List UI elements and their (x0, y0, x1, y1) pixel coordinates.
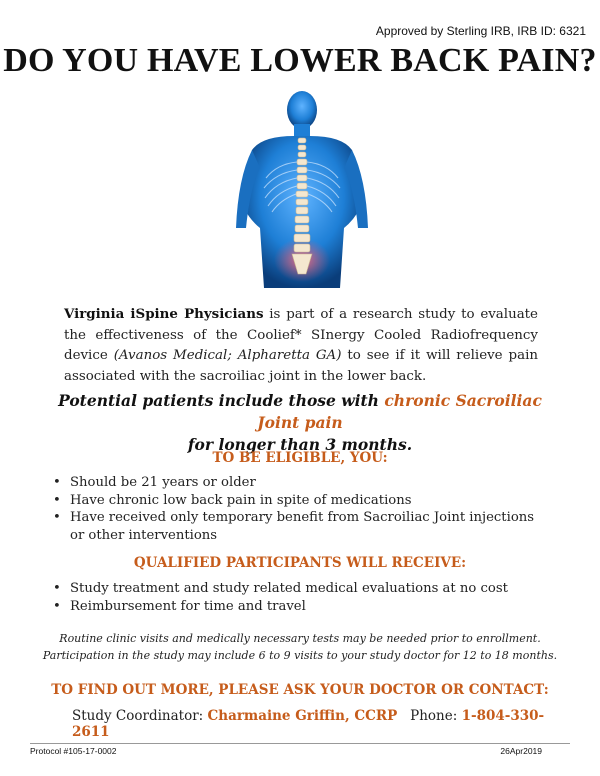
eligibility-item-text: Have chronic low back pain in spite of medications (70, 492, 412, 508)
back-anatomy-illustration (232, 88, 372, 288)
bullet-icon: • (53, 581, 61, 596)
note-line: Routine clinic visits and medically necessary tests may be needed prior to enrollment. (59, 632, 541, 645)
intro-text-1: is part of a research study to evaluate the effectiveness of the Coolief* SInergy Cooled Radiofrequency device (64, 307, 538, 363)
list-item (48, 474, 548, 492)
benefits-list (48, 580, 548, 615)
benefit-item-text: Study treatment and study related medical evaluations at no cost (70, 581, 508, 596)
page-title: DO YOU HAVE LOWER BACK PAIN? (3, 42, 597, 79)
benefit-item-text: Reimbursement for time and travel (70, 598, 306, 614)
condition-highlight: chronic Sacroiliac Joint pain (257, 391, 542, 432)
eligibility-heading: TO BE ELIGIBLE, YOU: (212, 450, 388, 466)
back-figure-svg (232, 88, 372, 288)
coordinator-contact (72, 708, 552, 740)
eligibility-item-text: Have received only temporary benefit from Sacroiliac Joint injections or other interventions (70, 510, 535, 543)
footer-divider (30, 743, 570, 744)
list-item (48, 492, 548, 510)
list-item (48, 598, 548, 616)
coordinator-label: Study Coordinator: (72, 708, 208, 724)
eligibility-list (48, 474, 548, 544)
potential-patients-statement (40, 390, 560, 456)
benefits-heading: QUALIFIED PARTICIPANTS WILL RECEIVE: (133, 555, 467, 571)
phone-label: Phone: (410, 708, 462, 724)
device-manufacturer: (Avanos Medical; Alpharetta GA) (113, 348, 342, 363)
phone-number[interactable]: 1-804-330-2611 (72, 708, 545, 740)
document-date: 26Apr2019 (500, 746, 542, 756)
patients-line-2: for longer than 3 months. (187, 435, 413, 454)
eligibility-item-text: Should be 21 years or older (70, 475, 256, 490)
patients-line-1-prefix: Potential patients include those with (58, 391, 385, 410)
intro-paragraph (64, 304, 538, 387)
note-line: Participation in the study may include 6 to 9 visits to your study doctor for 12 to 18 months. (42, 649, 558, 662)
contact-heading: TO FIND OUT MORE, PLEASE ASK YOUR DOCTOR OR CONTACT: (51, 682, 549, 698)
study-notes (30, 630, 570, 664)
list-item (48, 509, 548, 544)
organization-name: Virginia iSpine Physicians (64, 306, 264, 322)
irb-approval-text: Approved by Sterling IRB, IRB ID: 6321 (375, 24, 586, 38)
list-item (48, 580, 548, 598)
intro-text-2: to see if it will relieve pain associated with the sacroiliac joint in the lower back. (64, 348, 538, 384)
bullet-icon: • (53, 475, 61, 490)
bullet-icon: • (53, 492, 61, 508)
bullet-icon: • (53, 598, 61, 614)
bullet-icon: • (53, 510, 61, 525)
coordinator-name: Charmaine Griffin, CCRP (207, 708, 398, 724)
protocol-number: Protocol #105-17-0002 (30, 746, 117, 756)
